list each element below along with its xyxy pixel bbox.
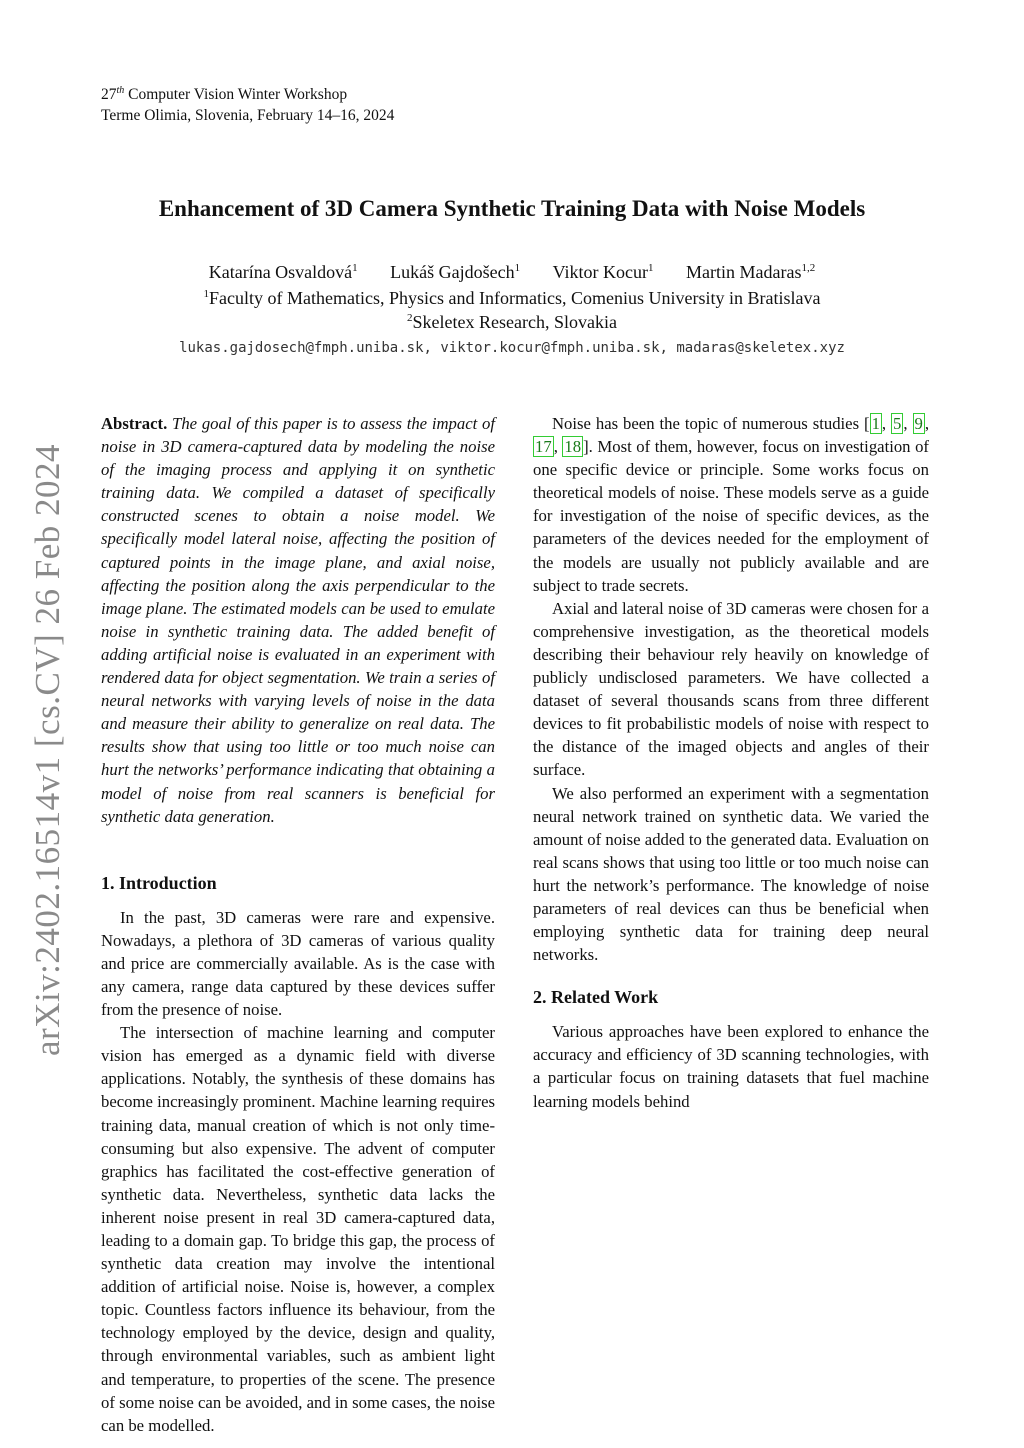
affiliation-number: 1 [203, 288, 210, 300]
workshop-ordinal: 27 [101, 86, 117, 104]
right-column [533, 412, 929, 1113]
related-work-paragraph-1: Various approaches have been explored to enhance the accuracy and efficiency of 3D scanning technologies, with a particular focus on training datasets that fuel machine learning models behind [533, 1022, 929, 1111]
abstract [101, 412, 495, 828]
workshop-ordinal-suffix: th [116, 85, 125, 96]
left-column [101, 412, 495, 1437]
arxiv-identifier: arXiv:2402.16514v1 [cs.CV] 26 Feb 2024 [28, 443, 68, 1057]
author-affiliation-mark: 1 [648, 262, 654, 274]
intro-paragraph-5: We also performed an experiment with a segmentation neural network trained on synthetic data. We varied the amount of noise added to the generated data. Evaluation on real scans shows that using too little or too much noise can hurt the network’s performance. The knowledge of noise parameters of real devices can thus be beneficial when employing synthetic data for training deep neural networks. [533, 783, 929, 965]
author-emails: lukas.gajdosech@fmph.uniba.sk, viktor.kocur@fmph.uniba.sk, madaras@skeletex.xyz [179, 340, 845, 356]
author-affiliation-mark: 1,2 [801, 262, 816, 274]
author-name: Viktor Kocur [552, 262, 649, 282]
arxiv-margin-stamp [18, 445, 78, 1055]
workshop-name: Computer Vision Winter Workshop [128, 86, 348, 104]
citation-link[interactable]: 18 [564, 437, 582, 457]
workshop-venue: Terme Olimia, Slovenia, February 14–16, 2024 [101, 107, 395, 125]
section-heading-related-work: 2. Related Work [533, 987, 659, 1008]
author [209, 262, 358, 282]
affiliation [0, 312, 1024, 333]
intro-paragraph-1: In the past, 3D cameras were rare and expensive. Nowadays, a plethora of 3D cameras of various quality and price are commercially available. As is the case with any camera, range data captured by these devices suffer from the presence of noise. [101, 907, 495, 1020]
paper-title: Enhancement of 3D Camera Synthetic Training Data with Noise Models [158, 196, 866, 221]
affiliation-number: 2 [407, 312, 413, 324]
author [553, 262, 654, 282]
affiliation [0, 288, 1024, 309]
workshop-header [101, 80, 394, 126]
intro-paragraph-3-lead: Noise has been the topic of numerous studies [ [552, 414, 870, 433]
author [390, 262, 520, 282]
intro-paragraph-4: Axial and lateral noise of 3D cameras were chosen for a comprehensive investigation, as the theoretical models describing their behaviour rely heavily on knowledge of publicly undisclosed parameters. We have collected a dataset of several thousands scans from three different devices to fit probabilistic models of noise with respect to the distance of the imaged objects and angles of their surface. [533, 598, 929, 780]
author-affiliation-mark: 1 [352, 262, 358, 274]
citation-link[interactable]: 9 [914, 414, 923, 433]
author-affiliation-mark: 1 [514, 262, 521, 274]
author-name: Katarína Osvaldová [208, 262, 353, 282]
abstract-text: The goal of this paper is to assess the impact of noise in 3D camera-captured data by modeling the noise of the imaging process and applying it on synthetic training data. We compiled a dataset of specifically constructed scenes to obtain a noise model. We specifically model lateral noise, affecting the position of captured points in the image plane, and axial noise, affecting the position along the axis perpendicular to the image plane. The estimated models can be used to emulate noise in synthetic training data. The added benefit of adding artificial noise is evaluated in an experiment with rendered data for object segmentation. We train a series of neural networks with varying levels of noise in the data and measure their ability to generalize on real data. The results show that using too little or too much noise can hurt the networks’ performance indicating that obtaining a model of noise from real scanners is beneficial for synthetic data generation. [101, 414, 496, 826]
intro-paragraph-3: Noise has been the topic of numerous studies [ 1 , 5 , 9 , 17 , 18 ]. Most of them, however, focus on investigation of one specific device or principle. Some works focus on theoretical models of noise. These models serve as a guide for investigation of the noise of specific devices, as the parameters of the devices needed for the employment of the models are usually not publicly available and are subject to trade secrets. [533, 414, 930, 595]
citation-link[interactable]: 17 [535, 437, 552, 457]
section-heading-introduction: 1. Introduction [101, 872, 217, 893]
author-list [0, 262, 1024, 283]
intro-paragraph-3-rest: ]. Most of them, however, focus on investigation of one specific device or principle. Some works focus on theoretical models of noise. These models serve as a guide for investigation of the noise of specific devices, as the parameters of the devices needed for the employment of the models are usually not publicly available and are subject to trade secrets. [533, 437, 929, 595]
abstract-label: Abstract. [101, 414, 168, 433]
author [686, 262, 815, 282]
affiliation-text: Skeletex Research, Slovakia [412, 312, 617, 332]
author-name: Lukáš Gajdošech [390, 262, 515, 282]
affiliation-text: Faculty of Mathematics, Physics and Informatics, Comenius University in Bratislava [209, 288, 821, 308]
author-name: Martin Madaras [686, 262, 802, 282]
workshop-name-line [101, 80, 394, 105]
citation-link[interactable]: 5 [893, 414, 902, 433]
intro-paragraph-2: The intersection of machine learning and computer vision has emerged as a dynamic field with diverse applications. Notably, the synthesis of these domains has become increasingly prominent. Machine learning requires training data, manual creation of which is not only time-consuming but also expensive. The advent of computer graphics has facilitated the cost-effective generation of synthetic data. Nevertheless, synthetic data lacks the inherent noise present in real 3D camera-captured data, leading to a domain gap. To bridge this gap, the process of synthetic data creation may involve the intentional addition of artificial noise. Noise is, however, a complex topic. Countless factors influence its behaviour, from the technology employed by the device, design and quality, through environmental variables, such as ambient light and temperature, to properties of the scene. The presence of some noise can be avoided, and in some cases, the noise can be modelled. [101, 1023, 495, 1435]
citation-link[interactable]: 1 [871, 414, 880, 433]
